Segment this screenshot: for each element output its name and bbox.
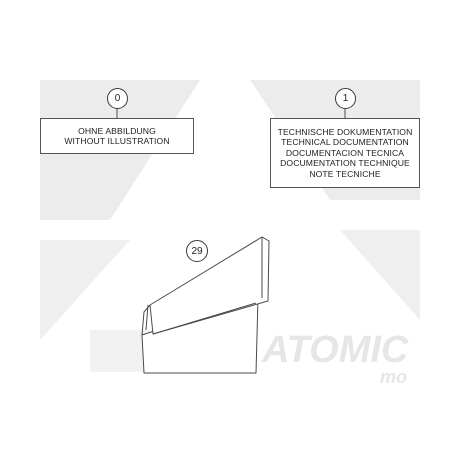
svg-text:mo: mo bbox=[380, 367, 407, 387]
part-1-line-1: TECHNISCHE DOKUMENTATION bbox=[277, 126, 413, 137]
svg-text:ATOMIC: ATOMIC bbox=[262, 329, 409, 371]
part-1-line-3: DOCUMENTACION TECNICA bbox=[285, 147, 405, 158]
part-1-description bbox=[270, 118, 420, 188]
part-1-line-4: DOCUMENTATION TECHNIQUE bbox=[280, 158, 410, 169]
callout-0: 0 bbox=[107, 88, 128, 109]
part-1-line-5: NOTE TECNICHE bbox=[309, 168, 381, 179]
part-0-description bbox=[40, 118, 194, 154]
callout-29: 29 bbox=[186, 240, 208, 262]
part-0-line-2: WITHOUT ILLUSTRATION bbox=[64, 136, 170, 146]
callout-1: 1 bbox=[335, 88, 356, 109]
part-1-line-2: TECHNICAL DOCUMENTATION bbox=[281, 137, 409, 148]
part-0-line-1: OHNE ABBILDUNG bbox=[78, 125, 156, 136]
